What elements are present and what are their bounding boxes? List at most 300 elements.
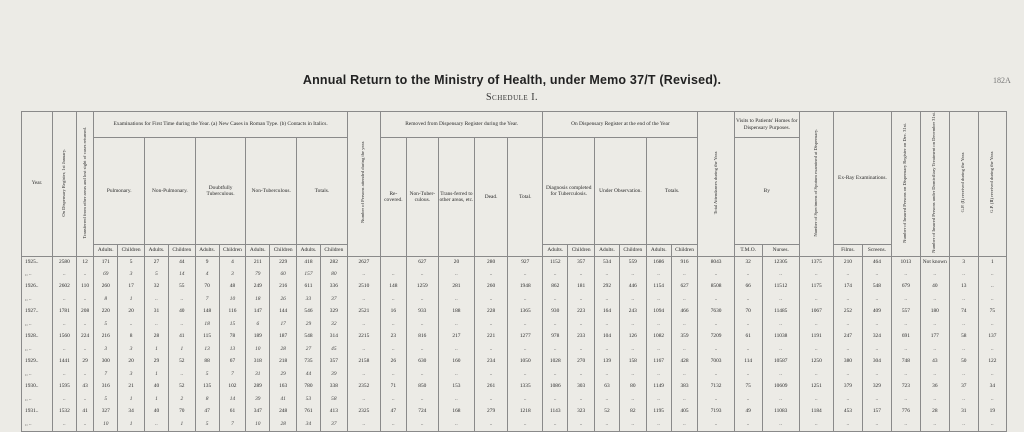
header-under-observation: Under Observation. [595, 138, 647, 245]
header-gp-iii-received: G.P. (II) received during the Year. [988, 151, 994, 214]
table-cell: 316 [94, 381, 118, 394]
table-cell: .. [646, 344, 671, 357]
table-cell: 41 [168, 331, 195, 344]
table-cell: .. [949, 394, 978, 407]
table-cell: 78 [219, 331, 246, 344]
header-examinations [94, 112, 347, 138]
table-cell: .. [862, 319, 891, 332]
table-cell: 261 [475, 381, 508, 394]
table-cell: 1184 [799, 406, 833, 419]
table-cell: .. [862, 294, 891, 307]
table-cell: .. [568, 369, 595, 382]
table-cell: 41 [270, 394, 297, 407]
table-cell: .. [508, 294, 543, 307]
table-cell: 188 [438, 306, 474, 319]
table-cell: 548 [862, 281, 891, 294]
table-cell: 5 [195, 369, 219, 382]
table-cell: 43 [920, 356, 949, 369]
table-cell: .. [799, 419, 833, 432]
table-cell: .. [595, 394, 620, 407]
table-cell: .. [380, 419, 406, 432]
table-cell: .. [568, 344, 595, 357]
table-cell: 1595 [53, 381, 77, 394]
table-cell: 32 [320, 319, 347, 332]
header-on-register-end [543, 112, 698, 138]
table-cell: 61 [219, 406, 246, 419]
table-cell: 116 [219, 306, 246, 319]
table-cell: 31 [949, 406, 978, 419]
table-cell: 548 [297, 331, 321, 344]
table-cell: .. [833, 419, 862, 432]
row-year: ,, .. [22, 419, 53, 432]
table-cell: 314 [320, 331, 347, 344]
row-year: 1929.. [22, 356, 53, 369]
table-cell: 1 [168, 419, 195, 432]
table-cell: 58 [320, 394, 347, 407]
table-cell: .. [698, 394, 734, 407]
table-cell: 7 [195, 294, 219, 307]
table-cell: 303 [568, 381, 595, 394]
table-cell: 28 [270, 419, 297, 432]
table-cell: 44 [168, 256, 195, 269]
table-cell: 218 [270, 356, 297, 369]
table-cell: Not known [920, 256, 949, 269]
table-cell: 43 [76, 381, 94, 394]
table-cell: .. [646, 269, 671, 282]
table-cell: 61 [734, 331, 762, 344]
row-year: 1931.. [22, 406, 53, 419]
table-cell: 137 [978, 331, 1006, 344]
table-cell: .. [53, 419, 77, 432]
table-cell: 13 [195, 344, 219, 357]
table-cell: 29 [297, 319, 321, 332]
table-cell: .. [762, 294, 799, 307]
table-cell: 318 [246, 356, 270, 369]
table-cell: .. [698, 419, 734, 432]
table-cell: 27 [297, 344, 321, 357]
table-cell: .. [438, 369, 474, 382]
table-cell: 1 [118, 419, 145, 432]
table-cell: 37 [320, 294, 347, 307]
table-cell: .. [53, 294, 77, 307]
table-cell: .. [406, 369, 438, 382]
table-cell: .. [406, 344, 438, 357]
table-row [22, 319, 1007, 332]
sub-adults: Adults. [595, 244, 620, 256]
table-cell: 2580 [53, 256, 77, 269]
table-cell: 32 [734, 256, 762, 269]
table-cell: .. [347, 319, 380, 332]
table-cell: 110 [76, 281, 94, 294]
table-cell: .. [508, 269, 543, 282]
table-cell: .. [762, 419, 799, 432]
col-insured-domiciliary [920, 112, 949, 257]
table-cell: 4 [219, 256, 246, 269]
table-cell: 3 [118, 369, 145, 382]
header-on-register: On Dispensary Register, 1st January. [61, 148, 67, 217]
sub-tmo: T.M.O. [734, 244, 762, 256]
table-cell: 1 [168, 344, 195, 357]
table-cell: 20 [118, 306, 145, 319]
table-cell: .. [438, 419, 474, 432]
table-cell: 32 [145, 281, 169, 294]
table-cell: 10587 [762, 356, 799, 369]
sub-children: Children [619, 244, 646, 256]
table-cell: .. [734, 269, 762, 282]
table-cell: .. [799, 319, 833, 332]
table-cell: 34 [297, 419, 321, 432]
table-cell: .. [619, 419, 646, 432]
sub-adults: Adults. [195, 244, 219, 256]
table-cell: .. [568, 419, 595, 432]
table-cell: 466 [671, 306, 698, 319]
table-cell: .. [168, 294, 195, 307]
table-cell: 7630 [698, 306, 734, 319]
table-cell: 724 [406, 406, 438, 419]
table-cell: 69 [94, 269, 118, 282]
table-cell: .. [646, 394, 671, 407]
table-cell: .. [698, 294, 734, 307]
table-cell: .. [833, 344, 862, 357]
sub-nurses: Nurses. [762, 244, 799, 256]
table-cell: .. [595, 269, 620, 282]
table-cell: 8508 [698, 281, 734, 294]
table-cell: 10 [219, 294, 246, 307]
table-cell: 12 [76, 256, 94, 269]
table-cell: 52 [168, 356, 195, 369]
table-cell: 1167 [646, 356, 671, 369]
table-cell: 47 [195, 406, 219, 419]
table-cell: .. [949, 269, 978, 282]
table-cell: .. [347, 294, 380, 307]
table-cell: 36 [920, 381, 949, 394]
table-cell: 748 [891, 356, 920, 369]
table-cell: 1781 [53, 306, 77, 319]
table-cell: 260 [475, 281, 508, 294]
table-cell: .. [978, 344, 1006, 357]
header-removed [380, 112, 542, 138]
table-cell: .. [76, 269, 94, 282]
header-diagnosis: Diagnosis completed for Tuberculosis. [543, 138, 595, 245]
table-cell: .. [76, 369, 94, 382]
table-cell: .. [438, 344, 474, 357]
table-cell: .. [833, 394, 862, 407]
sub-screens: Screens. [862, 244, 891, 256]
table-row [22, 294, 1007, 307]
table-cell: 4 [195, 269, 219, 282]
table-cell: .. [978, 294, 1006, 307]
table-cell: 29 [76, 356, 94, 369]
table-cell: 1250 [799, 356, 833, 369]
table-cell: .. [53, 269, 77, 282]
table-cell: .. [595, 344, 620, 357]
table-cell: 114 [734, 356, 762, 369]
table-cell: 39 [320, 369, 347, 382]
table-cell: 7003 [698, 356, 734, 369]
sub-children: Children [219, 244, 246, 256]
table-cell: .. [508, 344, 543, 357]
table-cell: .. [799, 294, 833, 307]
table-cell: .. [406, 294, 438, 307]
table-cell: .. [619, 319, 646, 332]
table-cell: 270 [568, 356, 595, 369]
col-transferred [76, 112, 94, 257]
table-cell: 5 [94, 319, 118, 332]
table-cell: 10 [246, 419, 270, 432]
table-cell: .. [543, 344, 568, 357]
table-cell: .. [891, 419, 920, 432]
table-cell: 627 [406, 256, 438, 269]
table-cell: .. [671, 369, 698, 382]
row-year: 1927.. [22, 306, 53, 319]
table-cell: 359 [671, 331, 698, 344]
table-cell: 52 [595, 406, 620, 419]
table-cell: .. [53, 344, 77, 357]
sub-adults: Adults. [246, 244, 270, 256]
table-cell: 1441 [53, 356, 77, 369]
row-year: ,, .. [22, 269, 53, 282]
table-cell: .. [619, 269, 646, 282]
table-cell: 446 [619, 281, 646, 294]
table-cell: .. [438, 394, 474, 407]
table-cell: .. [568, 319, 595, 332]
table-cell: .. [698, 344, 734, 357]
table-cell: 418 [297, 256, 321, 269]
table-cell: 292 [595, 281, 620, 294]
table-cell: .. [646, 419, 671, 432]
table-cell: .. [734, 344, 762, 357]
table-cell: .. [595, 419, 620, 432]
table-cell: 279 [475, 406, 508, 419]
table-cell: 3 [94, 344, 118, 357]
header-persons-attended: Number of Persons attended during the year. [360, 141, 366, 224]
table-cell: .. [595, 294, 620, 307]
col-on-register [53, 112, 77, 257]
table-cell: 223 [568, 306, 595, 319]
table-cell: .. [891, 369, 920, 382]
table-cell: .. [145, 419, 169, 432]
table-cell: 233 [568, 331, 595, 344]
table-cell: 14 [219, 394, 246, 407]
table-cell: 1082 [646, 331, 671, 344]
table-cell: .. [76, 394, 94, 407]
col-insured-register [891, 112, 920, 257]
table-row [22, 344, 1007, 357]
table-cell: .. [438, 319, 474, 332]
table-cell: 26 [270, 294, 297, 307]
table-cell: 187 [270, 331, 297, 344]
table-cell: 220 [94, 306, 118, 319]
table-cell: 252 [833, 306, 862, 319]
table-cell: .. [671, 269, 698, 282]
table-cell: 243 [619, 306, 646, 319]
table-cell: 13 [219, 344, 246, 357]
table-cell: 40 [145, 381, 169, 394]
table-cell: 26 [380, 356, 406, 369]
table-cell: 2521 [347, 306, 380, 319]
table-row [22, 419, 1007, 432]
table-cell: 229 [270, 256, 297, 269]
table-cell: 1 [145, 394, 169, 407]
table-cell: 49 [734, 406, 762, 419]
table-cell: 776 [891, 406, 920, 419]
table-cell: .. [734, 369, 762, 382]
table-cell: 862 [543, 281, 568, 294]
table-cell: 163 [270, 381, 297, 394]
col-gp-received [949, 112, 978, 257]
table-cell: 8043 [698, 256, 734, 269]
table-cell: 1218 [508, 406, 543, 419]
table-cell: 1013 [891, 256, 920, 269]
table-cell: 2602 [53, 281, 77, 294]
table-cell: .. [568, 269, 595, 282]
table-cell: .. [53, 369, 77, 382]
table-cell: 48 [219, 281, 246, 294]
table-cell: 16 [380, 306, 406, 319]
table-cell: 177 [920, 331, 949, 344]
table-cell: .. [380, 319, 406, 332]
table-row [22, 394, 1007, 407]
table-cell: .. [380, 344, 406, 357]
header-visits [734, 112, 799, 138]
table-cell: .. [671, 344, 698, 357]
table-cell: 7 [219, 419, 246, 432]
table-cell: .. [698, 319, 734, 332]
table-cell: 53 [297, 394, 321, 407]
table-cell: 557 [891, 306, 920, 319]
header-totals-end: Totals. [646, 138, 698, 245]
header-pulmonary: Pulmonary. [94, 138, 145, 245]
table-cell: .. [978, 319, 1006, 332]
table-cell: .. [762, 269, 799, 282]
header-gp-received: G.P. (I) received during the Year. [960, 152, 966, 213]
table-cell: .. [949, 344, 978, 357]
table-cell: 1 [118, 294, 145, 307]
table-cell: 723 [891, 381, 920, 394]
table-cell: 927 [508, 256, 543, 269]
table-cell: 148 [380, 281, 406, 294]
table-cell: 453 [833, 406, 862, 419]
table-cell: .. [543, 319, 568, 332]
table-cell: .. [920, 269, 949, 282]
table-cell: 208 [76, 306, 94, 319]
table-cell: 1 [978, 256, 1006, 269]
table-cell: .. [543, 269, 568, 282]
table-cell: .. [920, 344, 949, 357]
table-cell: .. [891, 294, 920, 307]
table-cell: 816 [406, 331, 438, 344]
table-cell: .. [862, 419, 891, 432]
table-cell: 338 [320, 381, 347, 394]
header-total: Total. [508, 138, 543, 257]
table-cell: 11038 [762, 331, 799, 344]
table-cell: 79 [246, 269, 270, 282]
header-transferred-other: Trans-ferred to other areas, etc. [438, 138, 474, 257]
col-total-attendances [698, 112, 734, 257]
table-cell: 7 [94, 369, 118, 382]
table-cell: 82 [619, 406, 646, 419]
table-cell: .. [762, 394, 799, 407]
table-cell: 27 [145, 256, 169, 269]
table-cell: 916 [671, 256, 698, 269]
table-cell: .. [671, 394, 698, 407]
table-cell: 1067 [799, 306, 833, 319]
table-row [22, 356, 1007, 369]
table-cell: .. [568, 294, 595, 307]
table-cell: .. [698, 269, 734, 282]
header-recovered: Re-covered. [380, 138, 406, 257]
table-cell: 300 [94, 356, 118, 369]
table-cell: 153 [438, 381, 474, 394]
table-cell: 248 [270, 406, 297, 419]
table-cell: 115 [195, 331, 219, 344]
table-cell: 1560 [53, 331, 77, 344]
header-insured-register: Number of Insured Persons on Dispensary Register on Dec. 31st. [902, 122, 908, 243]
table-cell: 12305 [762, 256, 799, 269]
table-cell: 45 [320, 344, 347, 357]
table-cell: 15 [219, 319, 246, 332]
table-cell: 2510 [347, 281, 380, 294]
table-cell: 211 [246, 256, 270, 269]
table-cell: 464 [862, 256, 891, 269]
table-cell: 324 [862, 331, 891, 344]
table-cell: 216 [270, 281, 297, 294]
row-year: 1930.. [22, 381, 53, 394]
table-cell: .. [799, 344, 833, 357]
table-cell: 691 [891, 331, 920, 344]
table-cell: .. [380, 369, 406, 382]
table-cell: .. [833, 294, 862, 307]
table-cell: 55 [168, 281, 195, 294]
table-cell: .. [799, 394, 833, 407]
table-cell: 41 [76, 406, 94, 419]
table-cell: .. [920, 319, 949, 332]
table-cell: .. [406, 394, 438, 407]
table-cell: 11485 [762, 306, 799, 319]
table-cell: .. [671, 294, 698, 307]
table-cell: 14 [168, 269, 195, 282]
table-cell: .. [646, 294, 671, 307]
table-cell: .. [475, 344, 508, 357]
sub-children: Children [270, 244, 297, 256]
table-cell: .. [619, 294, 646, 307]
table-cell: 409 [862, 306, 891, 319]
table-cell: 357 [320, 356, 347, 369]
table-cell: 33 [297, 294, 321, 307]
table-cell: 3 [219, 269, 246, 282]
table-cell: .. [949, 419, 978, 432]
table-cell: 29 [270, 369, 297, 382]
table-cell: 19 [978, 406, 1006, 419]
table-cell: 289 [246, 381, 270, 394]
table-cell: 679 [891, 281, 920, 294]
table-cell: .. [762, 319, 799, 332]
table-cell [380, 256, 406, 269]
table-cell: 144 [270, 306, 297, 319]
table-cell: 20 [118, 356, 145, 369]
table-cell: .. [543, 394, 568, 407]
sub-children: Children [118, 244, 145, 256]
table-cell: 627 [671, 281, 698, 294]
table-cell: .. [380, 269, 406, 282]
table-cell: 5 [94, 394, 118, 407]
table-cell: .. [543, 419, 568, 432]
table-cell: 28 [920, 406, 949, 419]
table-cell: .. [568, 394, 595, 407]
header-xray [833, 112, 891, 245]
table-cell: 1335 [508, 381, 543, 394]
table-cell: .. [406, 419, 438, 432]
